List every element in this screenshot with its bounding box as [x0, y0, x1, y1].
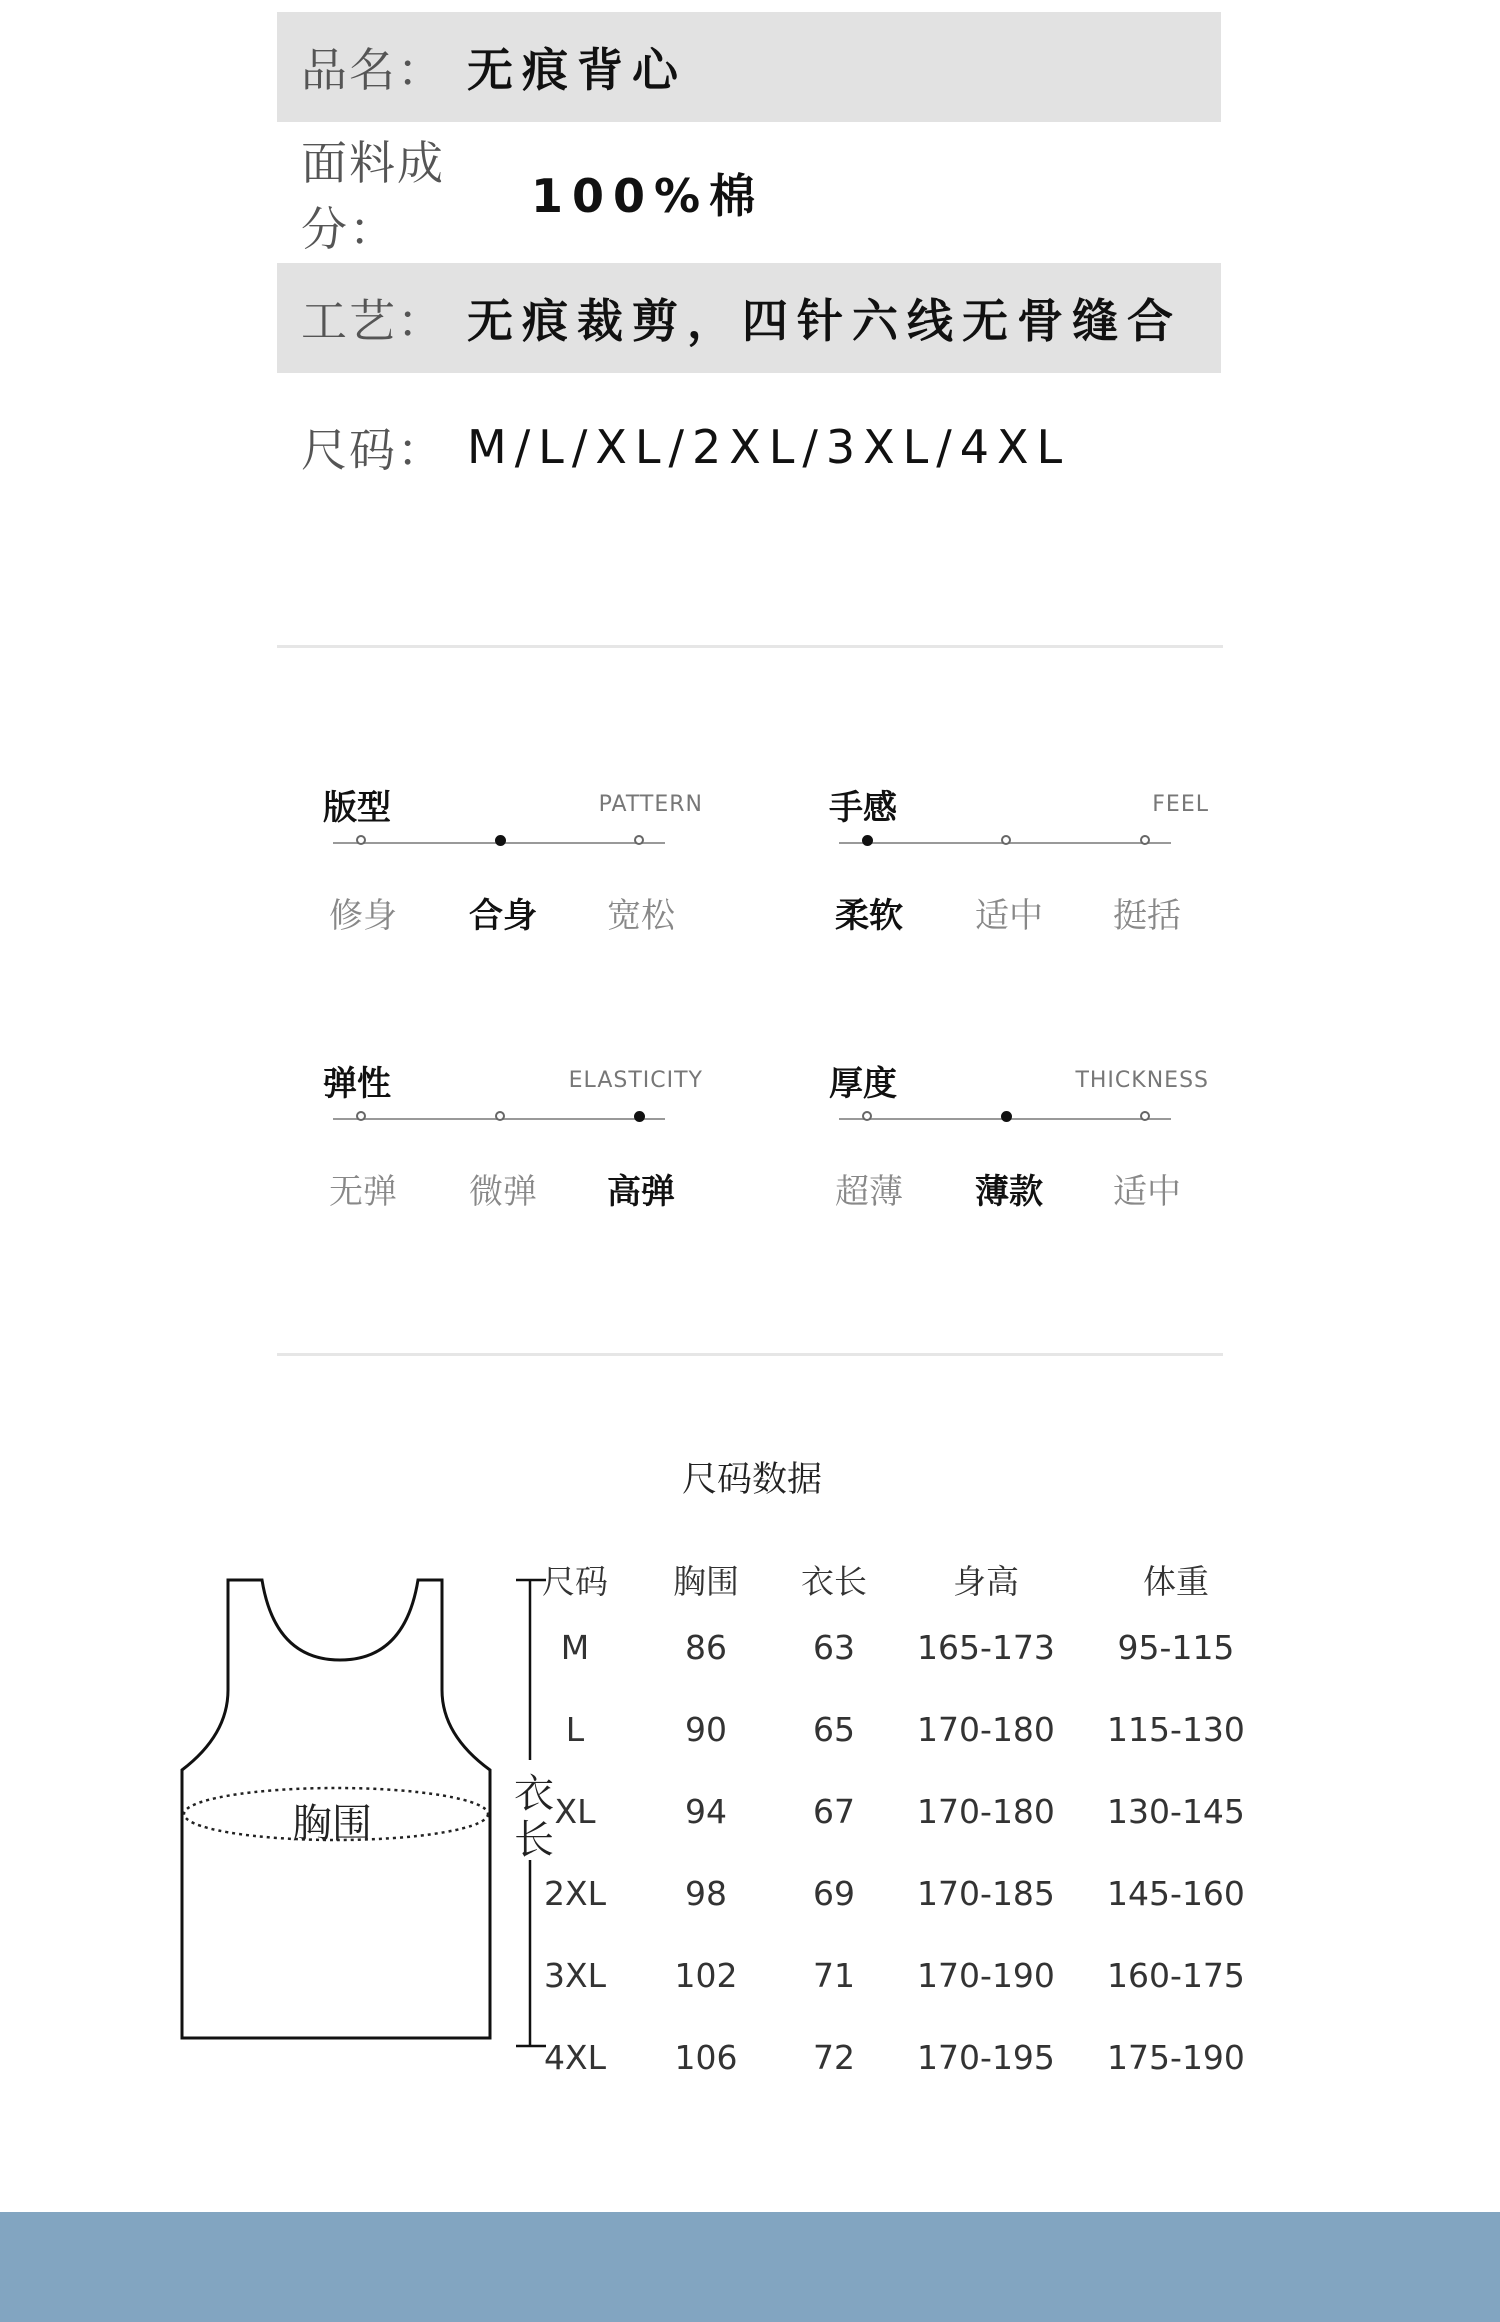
attribute-en-title: THICKNESS: [1075, 1068, 1209, 1093]
table-cell: L: [565, 1710, 585, 1749]
attribute-block: [829, 1056, 1209, 1226]
table-cell: 67: [813, 1792, 855, 1831]
attribute-scale-dot: [356, 1111, 366, 1121]
attribute-scale-dot: [1001, 835, 1011, 845]
spec-value: 无痕裁剪，四针六线无骨缝合: [467, 294, 1182, 348]
attribute-en-title: ELASTICITY: [568, 1068, 703, 1093]
table-header-cell: 体重: [1143, 1562, 1209, 1601]
chest-label: 胸围: [292, 1801, 372, 1847]
table-header-cell: 胸围: [673, 1562, 739, 1601]
attribute-option: 高弹: [607, 1172, 675, 1212]
table-cell: 2XL: [544, 1874, 606, 1913]
spec-label: 工艺：: [301, 294, 445, 348]
attribute-block: [323, 780, 703, 950]
attribute-option: 挺括: [1113, 896, 1181, 936]
table-cell: 165-173: [917, 1628, 1055, 1667]
spec-label: 品名：: [301, 43, 445, 97]
attribute-block: [829, 780, 1209, 950]
table-cell: M: [560, 1628, 590, 1667]
table-cell: 175-190: [1107, 2038, 1245, 2077]
table-cell: 71: [813, 1956, 855, 1995]
section-divider: [277, 1353, 1223, 1356]
spec-value: 100%棉: [531, 169, 765, 223]
attribute-scale-dot: [862, 1111, 872, 1121]
attribute-option: 薄款: [975, 1172, 1043, 1212]
table-cell: 170-180: [917, 1792, 1055, 1831]
table-cell: 69: [813, 1874, 855, 1913]
attribute-option: 宽松: [607, 896, 675, 936]
attribute-title: 手感: [829, 788, 897, 828]
attribute-title: 版型: [323, 788, 391, 828]
table-cell: 4XL: [544, 2038, 606, 2077]
attribute-scale-dot: [1140, 835, 1150, 845]
attribute-option: 微弹: [469, 1172, 537, 1212]
attribute-scale-dot: [495, 1111, 505, 1121]
table-header-cell: 衣长: [801, 1562, 867, 1601]
table-cell: 63: [813, 1628, 855, 1667]
attribute-scale-dot: [1140, 1111, 1150, 1121]
table-cell: 98: [685, 1874, 727, 1913]
attribute-scale-dot: [495, 835, 506, 846]
attribute-option: 无弹: [329, 1172, 397, 1212]
attribute-scale-dot: [356, 835, 366, 845]
attribute-option: 适中: [975, 896, 1043, 936]
length-label-top: 衣: [514, 1771, 554, 1817]
footer-band: [0, 2212, 1500, 2322]
table-header-cell: 身高: [953, 1562, 1019, 1601]
attribute-scale-dot: [862, 835, 873, 846]
table-cell: 106: [674, 2038, 738, 2077]
size-chart-title: [0, 1452, 1500, 1502]
table-cell: 170-195: [917, 2038, 1055, 2077]
spec-row-craft: [277, 263, 1221, 373]
table-header-cell: 尺码: [542, 1562, 608, 1601]
attribute-scale-dot: [1001, 1111, 1012, 1122]
table-cell: 130-145: [1107, 1792, 1245, 1831]
size-chart-title-text: 尺码数据: [681, 1460, 822, 1500]
table-cell: 3XL: [544, 1956, 606, 1995]
table-cell: XL: [554, 1792, 596, 1831]
table-cell: 115-130: [1107, 1710, 1245, 1749]
table-cell: 170-190: [917, 1956, 1055, 1995]
attribute-scale-dot: [634, 1111, 645, 1122]
table-cell: 102: [674, 1956, 738, 1995]
attribute-en-title: FEEL: [1152, 792, 1209, 817]
spec-label: 尺码：: [301, 423, 445, 477]
spec-value: 无痕背心: [467, 43, 687, 97]
spec-label: 面料成分：: [301, 136, 445, 256]
table-cell: 94: [685, 1792, 727, 1831]
attribute-title: 厚度: [829, 1064, 897, 1104]
table-cell: 65: [813, 1710, 855, 1749]
attribute-option: 柔软: [835, 896, 903, 936]
table-cell: 170-185: [917, 1874, 1055, 1913]
section-divider: [277, 645, 1223, 648]
spec-row-size: [277, 392, 1221, 502]
spec-value: M/L/XL/2XL/3XL/4XL: [467, 420, 1071, 474]
attribute-block: [323, 1056, 703, 1226]
table-cell: 72: [813, 2038, 855, 2077]
spec-row-name: [277, 12, 1221, 122]
table-cell: 90: [685, 1710, 727, 1749]
table-cell: 160-175: [1107, 1956, 1245, 1995]
attribute-en-title: PATTERN: [598, 792, 703, 817]
table-cell: 170-180: [917, 1710, 1055, 1749]
table-cell: 95-115: [1117, 1628, 1235, 1667]
attribute-option: 超薄: [835, 1172, 903, 1212]
attribute-option: 合身: [469, 896, 537, 936]
table-cell: 86: [685, 1628, 727, 1667]
spec-row-fabric: [277, 136, 1221, 256]
attribute-scale-dot: [634, 835, 644, 845]
attribute-title: 弹性: [323, 1064, 391, 1104]
attribute-option: 适中: [1113, 1172, 1181, 1212]
length-label-bottom: 长: [514, 1817, 554, 1863]
attribute-option: 修身: [329, 896, 397, 936]
table-cell: 145-160: [1107, 1874, 1245, 1913]
